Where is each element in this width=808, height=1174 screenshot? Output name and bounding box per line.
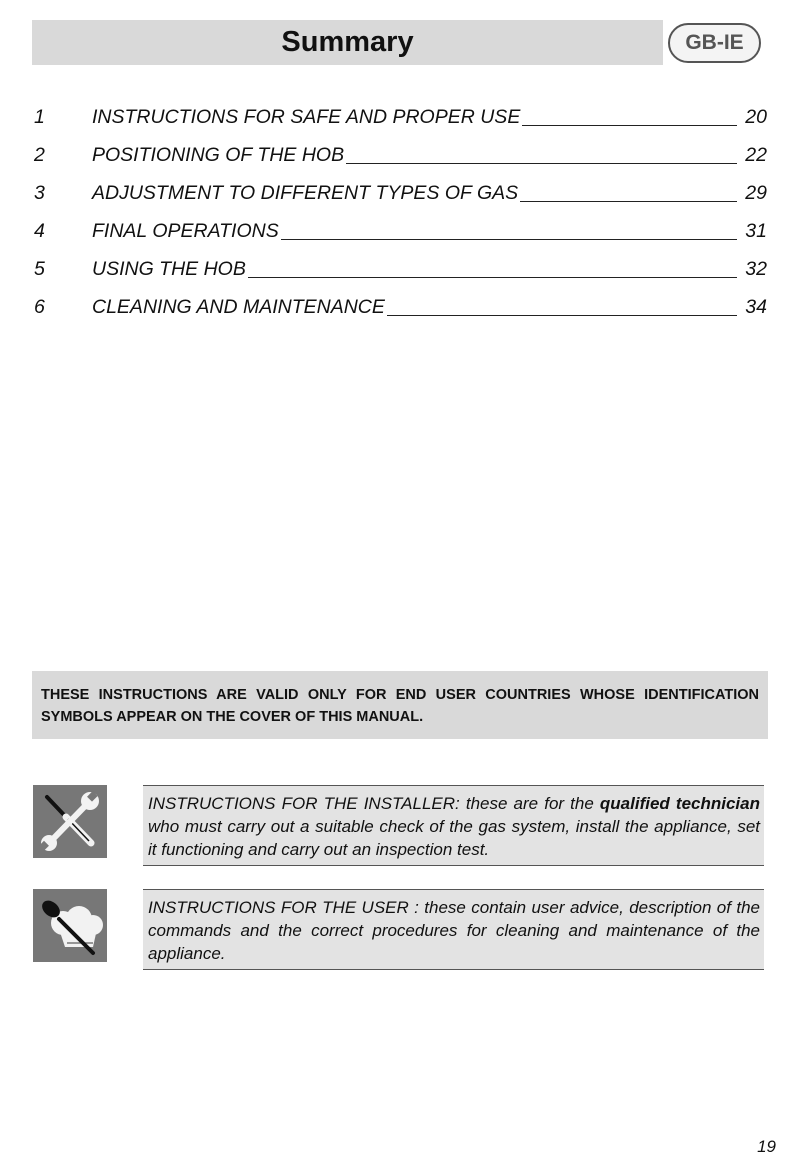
- toc-title: ADJUSTMENT TO DIFFERENT TYPES OF GAS: [92, 181, 519, 204]
- toc-leader: [346, 163, 737, 164]
- toc-leader: [281, 239, 738, 240]
- page-number: 19: [757, 1137, 776, 1156]
- toc-entry[interactable]: [34, 250, 767, 288]
- installer-text-end: who must carry out a suitable check of the gas system, install the appliance, set it functioning and carry out an inspection test.: [148, 817, 760, 859]
- toc-page: 29: [745, 181, 767, 204]
- toc-entry[interactable]: [34, 288, 767, 326]
- toc-number: 3: [34, 181, 45, 204]
- toc-leader: [387, 315, 737, 316]
- toc-entry[interactable]: [34, 212, 767, 250]
- toc-number: 6: [34, 295, 45, 318]
- toc-leader: [522, 125, 737, 126]
- toc-entry[interactable]: [34, 98, 767, 136]
- installer-instructions: [143, 785, 764, 866]
- toc-leader: [520, 201, 737, 202]
- toc-page: 32: [745, 257, 767, 280]
- toc-number: 1: [34, 105, 45, 128]
- user-instructions: INSTRUCTIONS FOR THE USER : these contain user advice, description of the commands and the correct procedures for cleaning and maintenance of the appliance.: [143, 889, 764, 970]
- toc-page: 22: [745, 143, 767, 166]
- toc-title: POSITIONING OF THE HOB: [92, 143, 345, 166]
- installer-text-start: INSTRUCTIONS FOR THE INSTALLER: these are for the: [148, 794, 600, 813]
- toc-number: 4: [34, 219, 45, 242]
- validity-notice: THESE INSTRUCTIONS ARE VALID ONLY FOR END USER COUNTRIES WHOSE IDENTIFICATION SYMBOLS APPEAR ON THE COVER OF THIS MANUAL.: [32, 671, 768, 739]
- table-of-contents: [34, 98, 767, 326]
- chef-spoon-icon: [33, 889, 107, 962]
- toc-title: FINAL OPERATIONS: [92, 219, 279, 242]
- toc-page: 31: [745, 219, 767, 242]
- toc-page: 20: [745, 105, 767, 128]
- toc-entry[interactable]: [34, 174, 767, 212]
- toc-title: CLEANING AND MAINTENANCE: [92, 295, 385, 318]
- toc-page: 34: [745, 295, 767, 318]
- toc-leader: [248, 277, 737, 278]
- page-title: Summary: [281, 26, 414, 58]
- toc-number: 2: [34, 143, 45, 166]
- toc-number: 5: [34, 257, 45, 280]
- country-badge: GB-IE: [668, 23, 761, 63]
- toc-title: INSTRUCTIONS FOR SAFE AND PROPER USE: [92, 105, 521, 128]
- tools-icon: [33, 785, 107, 858]
- qualified-technician-emphasis: qualified technician: [599, 794, 760, 813]
- header-bar: [32, 20, 663, 65]
- toc-entry[interactable]: [34, 136, 767, 174]
- toc-title: USING THE HOB: [92, 257, 246, 280]
